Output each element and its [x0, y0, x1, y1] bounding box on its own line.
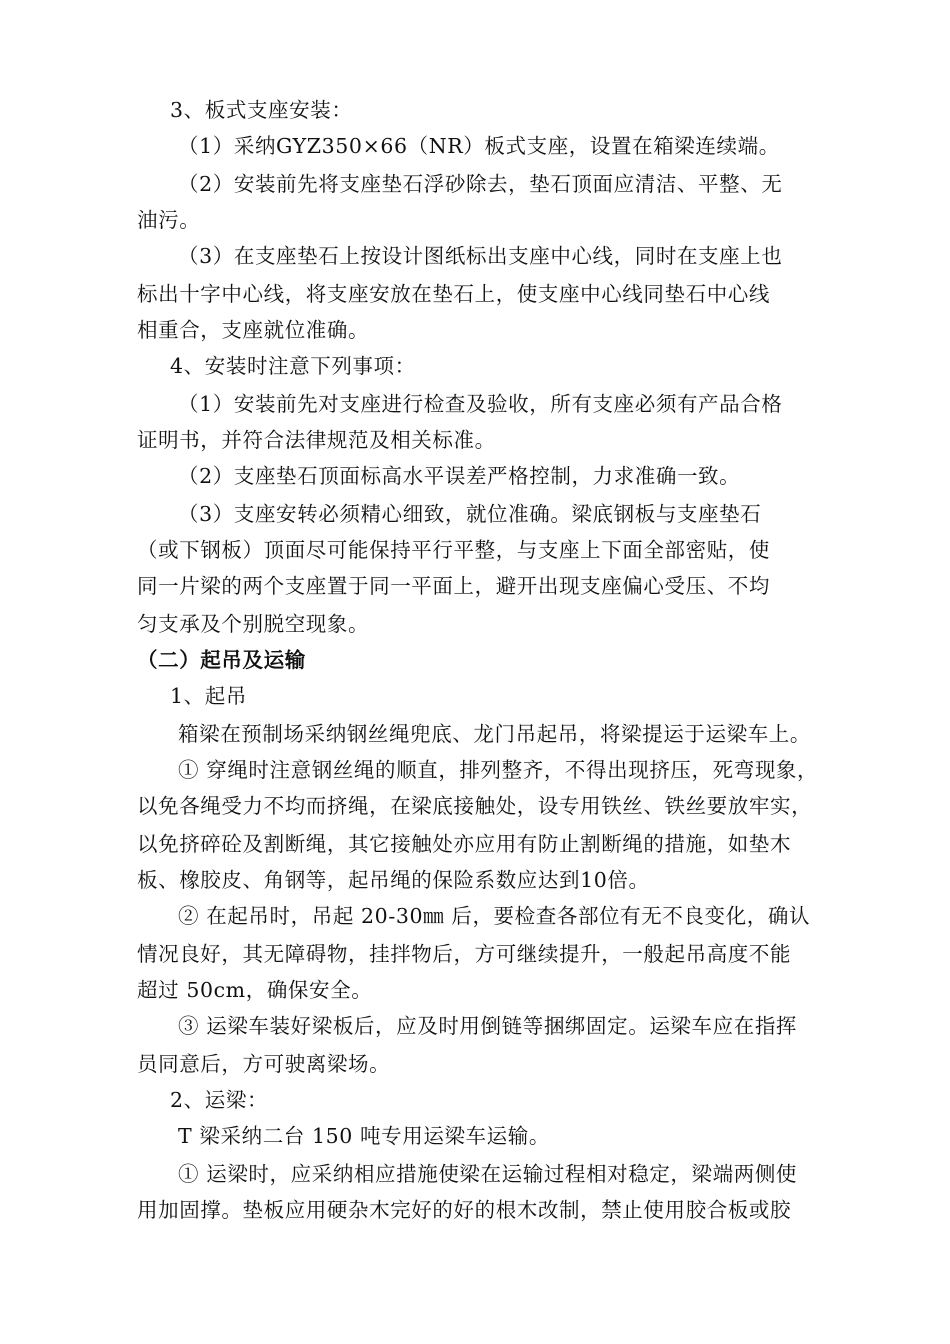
section-heading-beam-transport: 2、运梁：: [170, 1088, 269, 1112]
chapter-heading-lifting-transport: （二）起吊及运输: [137, 648, 306, 672]
section-heading-plate-bearing: 3、板式支座安装：: [170, 98, 353, 122]
paragraph-line: ② 在起吊时，吊起 20-30㎜ 后，要检查各部位有无不良变化，确认: [178, 904, 811, 928]
paragraph-line: 用加固撑。垫板应用硬杂木完好的好的根木改制，禁止使用胶合板或胶: [137, 1198, 792, 1222]
paragraph-line: 相重合，支座就位准确。: [137, 318, 370, 342]
paragraph-line: 油污。: [137, 208, 201, 232]
paragraph-line: T 梁采纳二台 150 吨专用运梁车运输。: [178, 1124, 550, 1148]
paragraph-line: 员同意后，方可驶离梁场。: [137, 1052, 391, 1076]
paragraph-line: （3）在支座垫石上按设计图纸标出支座中心线，同时在支座上也: [178, 244, 783, 268]
paragraph-line: 标出十字中心线，将支座安放在垫石上，使支座中心线同垫石中心线: [137, 282, 770, 306]
paragraph-line: ③ 运梁车装好梁板后，应及时用倒链等捆绑固定。运梁车应在指挥: [178, 1014, 798, 1038]
paragraph-line: 情况良好，其无障碍物，挂拌物后，方可继续提升，一般起吊高度不能: [137, 942, 792, 966]
paragraph-line: （1）采纳GYZ350×66（NR）板式支座，设置在箱梁连续端。: [178, 134, 780, 158]
section-heading-installation-notes: 4、安装时注意下列事项：: [170, 354, 416, 378]
section-heading-lifting: 1、起吊: [170, 684, 247, 708]
paragraph-line: （1）安装前先对支座进行检查及验收，所有支座必须有产品合格: [178, 392, 783, 416]
paragraph-line: 同一片梁的两个支座置于同一平面上，避开出现支座偏心受压、不均: [137, 574, 770, 598]
paragraph-line: 板、橡胶皮、角钢等，起吊绳的保险系数应达到10倍。: [137, 868, 650, 892]
paragraph-line: 证明书，并符合法律规范及相关标准。: [137, 428, 496, 452]
paragraph-line: （2）安装前先将支座垫石浮砂除去，垫石顶面应清洁、平整、无: [178, 172, 783, 196]
paragraph-line: （2）支座垫石顶面标高水平误差严格控制，力求准确一致。: [178, 464, 741, 488]
paragraph-line: 以免挤碎砼及割断绳，其它接触处亦应用有防止割断绳的措施，如垫木: [137, 832, 792, 856]
paragraph-line: 匀支承及个别脱空现象。: [137, 612, 370, 636]
paragraph-line: 箱梁在预制场采纳钢丝绳兜底、龙门吊起吊，将梁提运于运梁车上。: [178, 722, 811, 746]
paragraph-line: 超过 50cm，确保安全。: [137, 978, 373, 1002]
paragraph-line: 以免各绳受力不均而挤绳，在梁底接触处，设专用铁丝、铁丝要放牢实，: [137, 794, 813, 818]
paragraph-line: （3）支座安转必须精心细致，就位准确。梁底钢板与支座垫石: [178, 502, 762, 526]
paragraph-line: ① 穿绳时注意钢丝绳的顺直，排列整齐，不得出现挤压，死弯现象，: [178, 758, 819, 782]
paragraph-line: （或下钢板）顶面尽可能保持平行平整，与支座上下面全部密贴，使: [137, 538, 770, 562]
paragraph-line: ① 运梁时，应采纳相应措施使梁在运输过程相对稳定，梁端两侧使: [178, 1162, 798, 1186]
